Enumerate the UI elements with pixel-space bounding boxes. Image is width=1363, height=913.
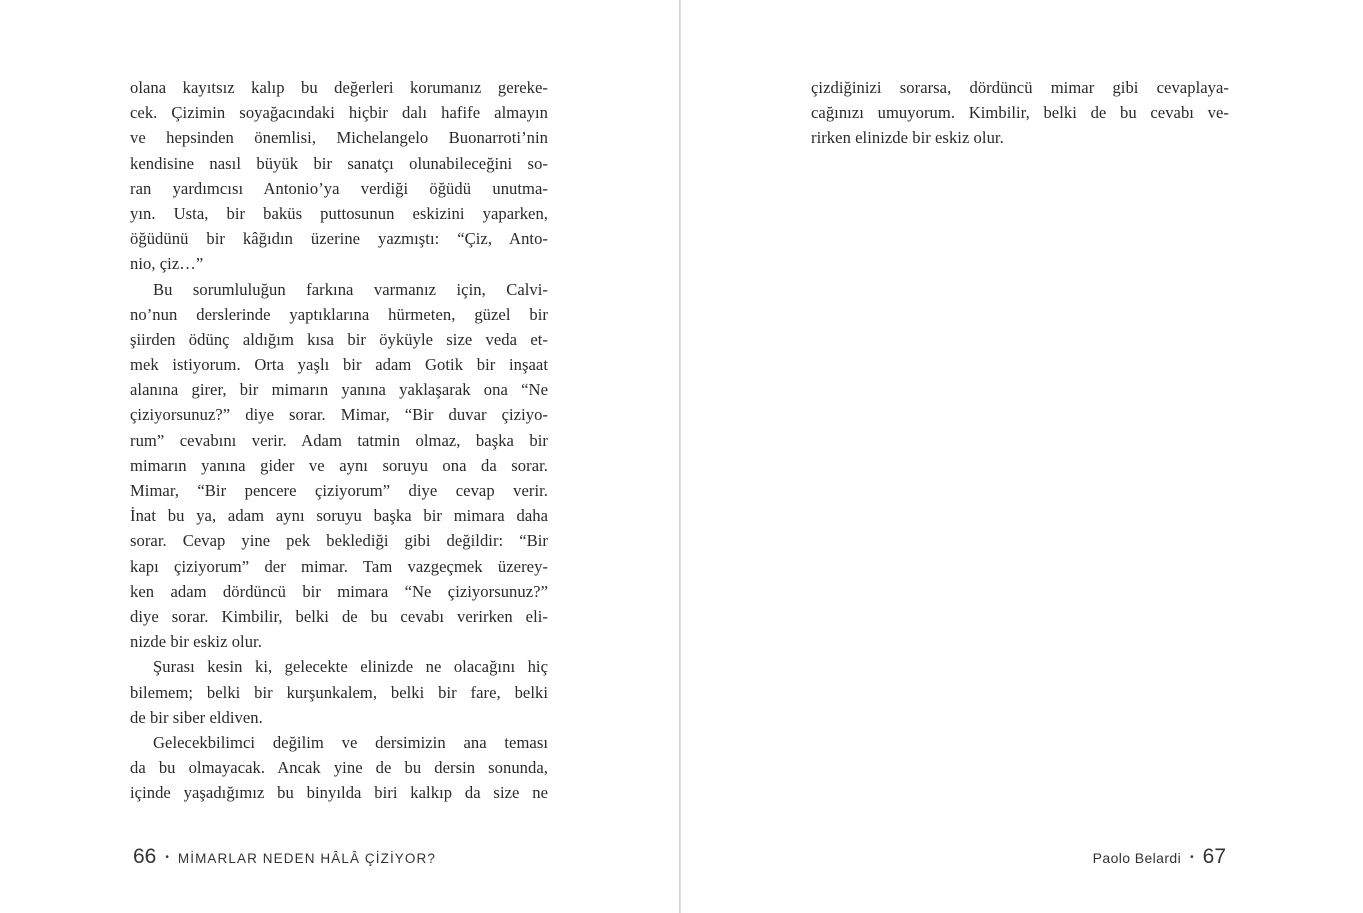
text-line: Bu sorumluluğun farkına varmanız için, Calvi-	[153, 279, 548, 299]
text-line: sorar. Cevap yine pek beklediği gibi değildir: “Bir	[130, 531, 548, 551]
right-page-footer	[1093, 845, 1226, 869]
left-page-footer	[133, 845, 436, 869]
text-line: cağınızı umuyorum. Kimbilir, belki de bu cevabı ve-	[811, 103, 1229, 123]
text-line: Şurası kesin ki, gelecekte elinizde ne olacağını hiç	[153, 657, 548, 677]
text-line: cek. Çizimin soyağacındaki hiçbir dalı hafife almayın	[130, 103, 548, 123]
text-line: mek istiyorum. Orta yaşlı bir adam Gotik bir inşaat	[130, 355, 548, 375]
text-line: rirken elinizde bir eskiz olur.	[811, 128, 1004, 148]
running-title: MİMARLAR NEDEN HÂLÂ ÇİZİYOR?	[177, 851, 436, 866]
text-line: olana kayıtsız kalıp bu değerleri korumanız gereke-	[130, 78, 548, 97]
text-line: de bir siber eldiven.	[130, 707, 263, 727]
text-line: rum” cevabını verir. Adam tatmin olmaz, başka bir	[130, 430, 548, 450]
text-line: Mimar, “Bir pencere çiziyorum” diye cevap verir.	[130, 481, 548, 500]
text-line: da bu olmayacak. Ancak yine de bu dersin sonunda,	[130, 758, 548, 778]
right-page	[681, 0, 1363, 913]
text-line: çiziyorsunuz?” diye sorar. Mimar, “Bir duvar çiziyo-	[130, 405, 548, 425]
text-line: çizdiğinizi sorarsa, dördüncü mimar gibi cevaplaya-	[811, 78, 1229, 97]
text-line: öğüdünü bir kâğıdın üzerine yazmıştı: “Çiz, Anto-	[130, 229, 548, 249]
left-page-body	[130, 75, 548, 805]
footer-bullet-left: •	[165, 852, 169, 863]
text-line: diye sorar. Kimbilir, belki de bu cevabı verirken eli-	[130, 606, 548, 626]
text-line: kapı çiziyorum” der mimar. Tam vazgeçmek üzerey-	[130, 556, 548, 576]
text-line: mimarın yanına gider ve aynı soruyu ona da sorar.	[130, 455, 548, 475]
left-page	[0, 0, 680, 913]
text-line: bilemem; belki bir kurşunkalem, belki bir fare, belki	[130, 682, 548, 702]
text-line: no’nun derslerinde yaptıklarına hürmeten, güzel bir	[130, 304, 548, 324]
running-author: Paolo Belardi	[1092, 850, 1182, 866]
text-line: nizde bir eskiz olur.	[130, 632, 262, 652]
text-line: ran yardımcısı Antonio’ya verdiği öğüdü unutma-	[130, 178, 548, 198]
text-line: şiirden ödünç aldığım kısa bir öyküyle size veda et-	[130, 329, 548, 349]
text-line: içinde yaşadığımız bu binyılda biri kalkıp da size ne	[130, 783, 548, 803]
text-line: ve hepsinden önemlisi, Michelangelo Buonarroti’nin	[130, 128, 548, 148]
page-number-right: 67	[1202, 845, 1226, 868]
text-line: Gelecekbilimci değilim ve dersimizin ana teması	[153, 732, 548, 752]
text-line: yın. Usta, bir baküs puttosunun eskizini yaparken,	[130, 203, 548, 223]
text-line: ken adam dördüncü bir mimara “Ne çiziyorsunuz?”	[130, 581, 548, 601]
page-number-left: 66	[133, 845, 157, 868]
text-line: kendisine nasıl büyük bir sanatçı olunabileceğini so-	[130, 153, 548, 173]
text-line: İnat bu ya, adam aynı soruyu başka bir mimara daha	[130, 506, 548, 526]
footer-bullet-right: •	[1190, 852, 1194, 863]
right-page-body	[811, 75, 1229, 151]
text-line: alanına girer, bir mimarın yanına yaklaşarak ona “Ne	[130, 380, 548, 400]
text-line: nio, çiz…”	[130, 254, 204, 274]
